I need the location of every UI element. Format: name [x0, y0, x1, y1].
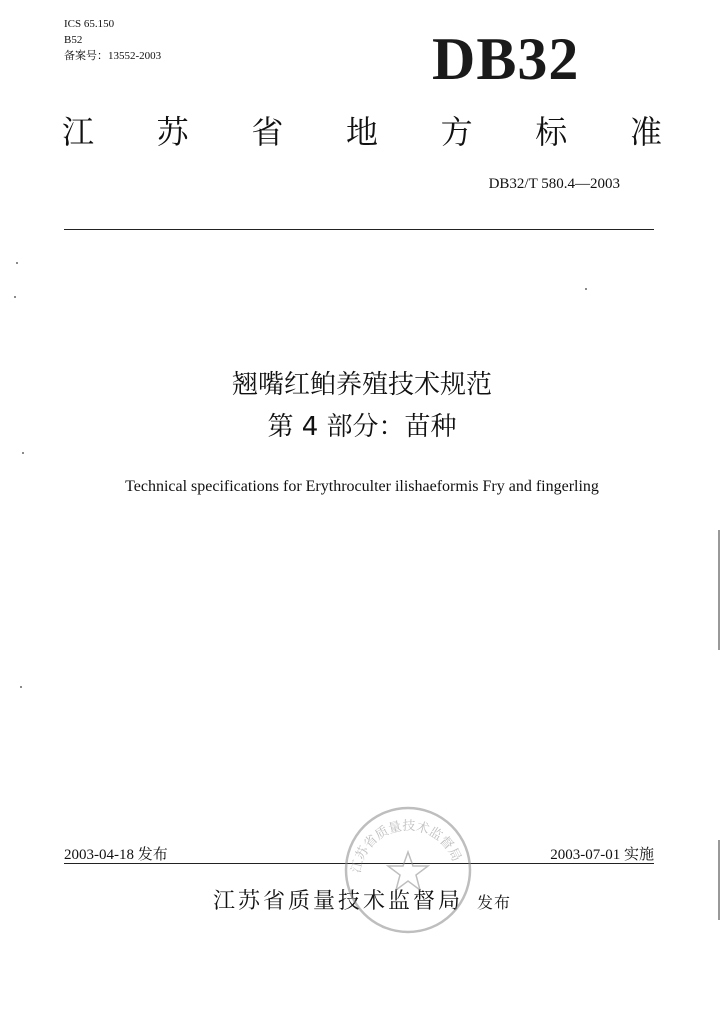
ics-code: ICS 65.150 — [64, 18, 115, 30]
document-subtitle: 第 4 部分：苗种 — [267, 412, 457, 442]
record-number: 备案号：13552-2003 — [64, 50, 162, 62]
document-meta — [64, 16, 161, 64]
heading-char: 江 — [62, 113, 95, 151]
official-seal — [338, 800, 478, 940]
scan-edge-mark — [718, 840, 720, 920]
seal-text: 江苏省质量技术监督局 — [349, 818, 464, 875]
scan-speck — [585, 288, 587, 290]
publish-action: 发布 — [477, 893, 512, 912]
heading-char: 准 — [629, 113, 662, 151]
english-title: Technical specifications for Erythroculter ilishaeformis Fry and fingerling — [125, 478, 599, 495]
heading-char: 方 — [440, 113, 473, 151]
scan-speck — [16, 262, 18, 264]
heading-char: 省 — [251, 113, 284, 151]
standard-number: DB32/T 580.4—2003 — [488, 176, 620, 192]
scan-speck — [20, 686, 22, 688]
heading-char: 苏 — [156, 113, 189, 151]
issue-date: 2003-04-18 发布 — [64, 847, 168, 863]
implementation-date: 2003-07-01 实施 — [550, 847, 654, 863]
heading-char: 地 — [345, 113, 378, 151]
standard-type-heading — [62, 112, 662, 152]
scan-speck — [14, 296, 16, 298]
scan-edge-mark — [718, 530, 720, 650]
db32-logo: DB32 — [432, 26, 580, 92]
publisher-name: 江苏省质量技术监督局 — [212, 889, 463, 914]
category-code: B52 — [64, 34, 83, 46]
heading-char: 标 — [535, 113, 568, 151]
seal-star-icon — [388, 852, 428, 890]
document-title: 翘嘴红鲌养殖技术规范 — [231, 370, 492, 400]
scan-speck — [22, 452, 24, 454]
top-divider — [64, 229, 654, 230]
